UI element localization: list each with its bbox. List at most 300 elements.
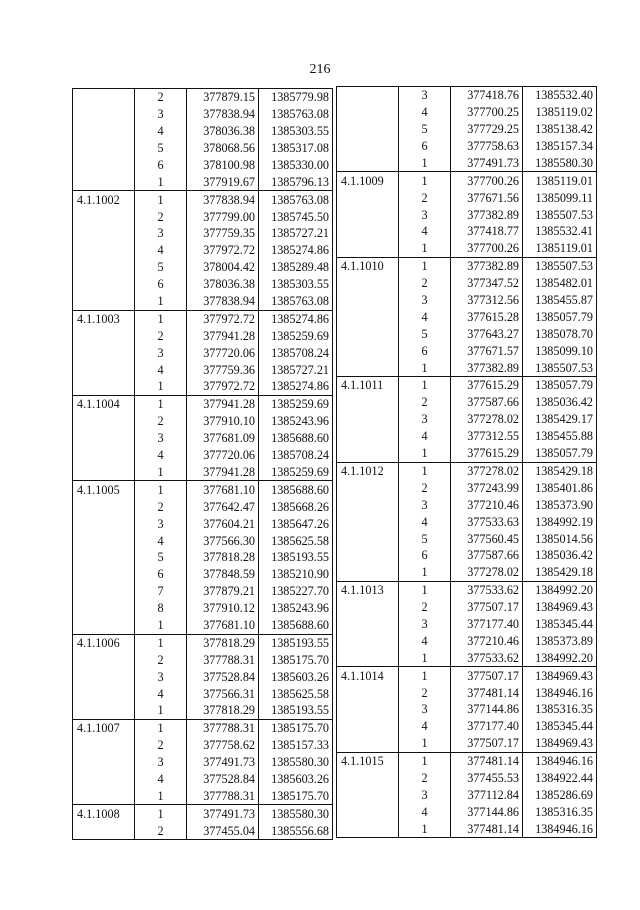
y-coordinate-cell: 1385345.44: [523, 616, 597, 633]
parcel-id-cell: 4.1.1003: [73, 310, 135, 327]
point-number-cell: 2: [135, 498, 187, 515]
point-number-cell: 4: [135, 123, 187, 140]
x-coordinate-cell: 377278.02: [451, 411, 523, 428]
table-row: [73, 771, 333, 788]
x-coordinate-cell: 377972.72: [187, 242, 259, 259]
table-row: [337, 257, 597, 274]
x-coordinate-cell: 377533.63: [451, 513, 523, 530]
point-number-cell: 1: [399, 820, 451, 837]
x-coordinate-cell: 377838.94: [187, 106, 259, 123]
table-row: [337, 667, 597, 684]
point-number-cell: 3: [399, 701, 451, 718]
table-row: [337, 87, 597, 104]
x-coordinate-cell: 377312.55: [451, 428, 523, 445]
point-number-cell: 2: [135, 737, 187, 754]
y-coordinate-cell: 1385668.26: [259, 498, 333, 515]
x-coordinate-cell: 377418.76: [451, 87, 523, 104]
parcel-id-cell: [73, 208, 135, 225]
y-coordinate-cell: 1385745.50: [259, 208, 333, 225]
point-number-cell: 1: [399, 257, 451, 274]
x-coordinate-cell: 377382.89: [451, 359, 523, 376]
parcel-id-cell: [73, 242, 135, 259]
table-row: [73, 344, 333, 361]
table-row: [337, 155, 597, 172]
point-number-cell: 4: [135, 361, 187, 378]
y-coordinate-cell: 1385193.55: [259, 549, 333, 566]
table-row: [337, 359, 597, 376]
table-row: [73, 600, 333, 617]
x-coordinate-cell: 377481.14: [451, 820, 523, 837]
table-row: [73, 719, 333, 736]
table-row: [337, 735, 597, 752]
point-number-cell: 4: [135, 242, 187, 259]
point-number-cell: 5: [399, 121, 451, 138]
x-coordinate-cell: 377278.02: [451, 564, 523, 581]
table-row: [73, 413, 333, 430]
point-number-cell: 1: [399, 377, 451, 394]
parcel-id-cell: [337, 189, 399, 206]
parcel-id-cell: [73, 225, 135, 242]
parcel-id-cell: [73, 259, 135, 276]
table-row: [73, 225, 333, 242]
y-coordinate-cell: 1385429.17: [523, 411, 597, 428]
y-coordinate-cell: 1385401.86: [523, 479, 597, 496]
point-number-cell: 2: [399, 479, 451, 496]
parcel-id-cell: [73, 532, 135, 549]
point-number-cell: 6: [135, 276, 187, 293]
table-row: [73, 327, 333, 344]
point-number-cell: 2: [135, 413, 187, 430]
y-coordinate-cell: 1385078.70: [523, 325, 597, 342]
parcel-id-cell: [337, 770, 399, 787]
y-coordinate-cell: 1385603.26: [259, 668, 333, 685]
y-coordinate-cell: 1385259.69: [259, 396, 333, 413]
y-coordinate-cell: 1385708.24: [259, 344, 333, 361]
x-coordinate-cell: 377788.31: [187, 651, 259, 668]
x-coordinate-cell: 377177.40: [451, 616, 523, 633]
y-coordinate-cell: 1385455.88: [523, 428, 597, 445]
x-coordinate-cell: 378036.38: [187, 123, 259, 140]
x-coordinate-cell: 377671.56: [451, 189, 523, 206]
x-coordinate-cell: 378004.42: [187, 259, 259, 276]
x-coordinate-cell: 377818.29: [187, 634, 259, 651]
y-coordinate-cell: 1385345.44: [523, 718, 597, 735]
x-coordinate-cell: 377700.25: [451, 104, 523, 121]
page-number: 216: [309, 62, 331, 77]
x-coordinate-cell: 377799.00: [187, 208, 259, 225]
y-coordinate-cell: 1385373.90: [523, 496, 597, 513]
table-row: [73, 276, 333, 293]
parcel-id-cell: [337, 428, 399, 445]
table-row: [73, 208, 333, 225]
y-coordinate-cell: 1385286.69: [523, 787, 597, 804]
point-number-cell: 7: [135, 583, 187, 600]
y-coordinate-cell: 1385157.33: [259, 737, 333, 754]
x-coordinate-cell: 377507.17: [451, 599, 523, 616]
y-coordinate-cell: 1385175.70: [259, 788, 333, 805]
parcel-id-cell: [73, 651, 135, 668]
table-row: [73, 685, 333, 702]
y-coordinate-cell: 1384946.16: [523, 684, 597, 701]
y-coordinate-cell: 1385317.08: [259, 140, 333, 157]
table-row: [73, 617, 333, 634]
table-row: [337, 292, 597, 309]
parcel-id-cell: [337, 564, 399, 581]
x-coordinate-cell: 377788.31: [187, 719, 259, 736]
y-coordinate-cell: 1385175.70: [259, 719, 333, 736]
parcel-id-cell: [73, 788, 135, 805]
coordinate-table-left: [72, 88, 333, 840]
table-row: [337, 820, 597, 837]
y-coordinate-cell: 1385227.70: [259, 583, 333, 600]
y-coordinate-cell: 1384969.43: [523, 599, 597, 616]
point-number-cell: 1: [135, 805, 187, 822]
parcel-id-cell: [337, 240, 399, 257]
table-row: [73, 532, 333, 549]
point-number-cell: 1: [399, 649, 451, 666]
parcel-id-cell: [73, 140, 135, 157]
point-number-cell: 4: [399, 104, 451, 121]
point-number-cell: 3: [399, 616, 451, 633]
parcel-id-cell: [337, 513, 399, 530]
x-coordinate-cell: 377720.06: [187, 447, 259, 464]
point-number-cell: 4: [399, 428, 451, 445]
point-number-cell: 1: [135, 378, 187, 395]
x-coordinate-cell: 377643.27: [451, 325, 523, 342]
x-coordinate-cell: 378036.38: [187, 276, 259, 293]
x-coordinate-cell: 377507.17: [451, 735, 523, 752]
parcel-id-cell: [73, 344, 135, 361]
point-number-cell: 1: [135, 788, 187, 805]
point-number-cell: 3: [399, 411, 451, 428]
table-row: [337, 684, 597, 701]
x-coordinate-cell: 377566.31: [187, 685, 259, 702]
x-coordinate-cell: 377759.36: [187, 361, 259, 378]
table-row: [73, 737, 333, 754]
parcel-id-cell: [337, 275, 399, 292]
x-coordinate-cell: 377879.15: [187, 89, 259, 106]
point-number-cell: 1: [135, 702, 187, 719]
table-row: [337, 633, 597, 650]
y-coordinate-cell: 1385193.55: [259, 634, 333, 651]
y-coordinate-cell: 1385625.58: [259, 532, 333, 549]
x-coordinate-cell: 377720.06: [187, 344, 259, 361]
table-row: [73, 583, 333, 600]
point-number-cell: 2: [399, 599, 451, 616]
parcel-id-cell: [73, 754, 135, 771]
y-coordinate-cell: 1385727.21: [259, 225, 333, 242]
x-coordinate-cell: 377210.46: [451, 496, 523, 513]
x-coordinate-cell: 377758.62: [187, 737, 259, 754]
table-row: [73, 566, 333, 583]
parcel-id-cell: [73, 702, 135, 719]
x-coordinate-cell: 377941.28: [187, 396, 259, 413]
y-coordinate-cell: 1385429.18: [523, 462, 597, 479]
table-row: [337, 530, 597, 547]
point-number-cell: 4: [399, 803, 451, 820]
coordinate-table-right: [336, 86, 597, 838]
parcel-id-cell: [73, 447, 135, 464]
parcel-id-cell: [73, 157, 135, 174]
table-row: [73, 191, 333, 208]
parcel-id-cell: [73, 173, 135, 190]
y-coordinate-cell: 1385014.56: [523, 530, 597, 547]
table-row: [337, 428, 597, 445]
point-number-cell: 1: [399, 752, 451, 769]
point-number-cell: 2: [399, 394, 451, 411]
point-number-cell: 3: [399, 787, 451, 804]
y-coordinate-cell: 1385303.55: [259, 276, 333, 293]
point-number-cell: 4: [135, 771, 187, 788]
parcel-id-cell: [337, 787, 399, 804]
y-coordinate-cell: 1384946.16: [523, 752, 597, 769]
table-row: [337, 616, 597, 633]
x-coordinate-cell: 377681.10: [187, 481, 259, 498]
x-coordinate-cell: 377788.31: [187, 788, 259, 805]
y-coordinate-cell: 1384969.43: [523, 735, 597, 752]
parcel-id-cell: [73, 737, 135, 754]
point-number-cell: 1: [399, 155, 451, 172]
parcel-id-cell: [337, 309, 399, 326]
parcel-id-cell: [337, 394, 399, 411]
x-coordinate-cell: 377243.99: [451, 479, 523, 496]
parcel-id-cell: 4.1.1013: [337, 581, 399, 598]
y-coordinate-cell: 1385274.86: [259, 310, 333, 327]
point-number-cell: 3: [399, 496, 451, 513]
point-number-cell: 1: [399, 445, 451, 462]
table-row: [73, 464, 333, 481]
x-coordinate-cell: 377491.73: [187, 754, 259, 771]
parcel-id-cell: [73, 413, 135, 430]
x-coordinate-cell: 377382.89: [451, 257, 523, 274]
table-row: [337, 411, 597, 428]
y-coordinate-cell: 1385289.48: [259, 259, 333, 276]
table-row: [337, 325, 597, 342]
y-coordinate-cell: 1384969.43: [523, 667, 597, 684]
x-coordinate-cell: 377910.10: [187, 413, 259, 430]
table-row: [337, 787, 597, 804]
x-coordinate-cell: 377818.28: [187, 549, 259, 566]
table-row: [337, 206, 597, 223]
table-row: [337, 581, 597, 598]
parcel-id-cell: 4.1.1009: [337, 172, 399, 189]
parcel-id-cell: [337, 325, 399, 342]
parcel-id-cell: [337, 155, 399, 172]
y-coordinate-cell: 1385429.18: [523, 564, 597, 581]
table-row: [337, 342, 597, 359]
point-number-cell: 4: [399, 718, 451, 735]
parcel-id-cell: [337, 411, 399, 428]
point-number-cell: 4: [399, 309, 451, 326]
parcel-id-cell: [337, 206, 399, 223]
table-row: [73, 378, 333, 395]
x-coordinate-cell: 377312.56: [451, 292, 523, 309]
table-row: [337, 547, 597, 564]
table-row: [73, 293, 333, 310]
x-coordinate-cell: 377972.72: [187, 310, 259, 327]
point-number-cell: 6: [399, 138, 451, 155]
table-row: [337, 496, 597, 513]
y-coordinate-cell: 1385532.40: [523, 87, 597, 104]
point-number-cell: 1: [135, 293, 187, 310]
y-coordinate-cell: 1385763.08: [259, 293, 333, 310]
y-coordinate-cell: 1385580.30: [259, 754, 333, 771]
point-number-cell: 3: [135, 430, 187, 447]
point-number-cell: 1: [399, 462, 451, 479]
table-row: [337, 275, 597, 292]
point-number-cell: 1: [135, 310, 187, 327]
x-coordinate-cell: 377818.29: [187, 702, 259, 719]
x-coordinate-cell: 377615.29: [451, 445, 523, 462]
parcel-id-cell: [337, 530, 399, 547]
point-number-cell: 1: [399, 735, 451, 752]
x-coordinate-cell: 377941.28: [187, 464, 259, 481]
y-coordinate-cell: 1385507.53: [523, 206, 597, 223]
table-row: [73, 310, 333, 327]
x-coordinate-cell: 377700.26: [451, 240, 523, 257]
parcel-id-cell: 4.1.1005: [73, 481, 135, 498]
parcel-id-cell: [73, 549, 135, 566]
point-number-cell: 6: [399, 547, 451, 564]
x-coordinate-cell: 377347.52: [451, 275, 523, 292]
parcel-id-cell: [73, 515, 135, 532]
table-row: [337, 718, 597, 735]
point-number-cell: 2: [135, 327, 187, 344]
table-row: [73, 822, 333, 839]
parcel-id-cell: [337, 820, 399, 837]
table-row: [337, 309, 597, 326]
x-coordinate-cell: 377587.66: [451, 547, 523, 564]
table-row: [73, 173, 333, 190]
table-row: [337, 462, 597, 479]
y-coordinate-cell: 1385259.69: [259, 464, 333, 481]
point-number-cell: 2: [399, 275, 451, 292]
x-coordinate-cell: 377879.21: [187, 583, 259, 600]
point-number-cell: 3: [135, 515, 187, 532]
table-row: [73, 123, 333, 140]
parcel-id-cell: [337, 803, 399, 820]
x-coordinate-cell: 378068.56: [187, 140, 259, 157]
point-number-cell: 1: [135, 481, 187, 498]
point-number-cell: 5: [399, 530, 451, 547]
x-coordinate-cell: 377681.10: [187, 617, 259, 634]
table-row: [73, 634, 333, 651]
x-coordinate-cell: 377615.29: [451, 377, 523, 394]
y-coordinate-cell: 1385099.11: [523, 189, 597, 206]
parcel-id-cell: [73, 378, 135, 395]
point-number-cell: 1: [135, 173, 187, 190]
x-coordinate-cell: 377177.40: [451, 718, 523, 735]
parcel-id-cell: [337, 445, 399, 462]
y-coordinate-cell: 1385274.86: [259, 378, 333, 395]
table-row: [337, 752, 597, 769]
point-number-cell: 3: [135, 754, 187, 771]
point-number-cell: 3: [135, 106, 187, 123]
parcel-id-cell: [73, 822, 135, 839]
parcel-id-cell: [337, 718, 399, 735]
parcel-id-cell: [337, 342, 399, 359]
y-coordinate-cell: 1385274.86: [259, 242, 333, 259]
x-coordinate-cell: 377278.02: [451, 462, 523, 479]
point-number-cell: 2: [399, 684, 451, 701]
point-number-cell: 1: [399, 581, 451, 598]
point-number-cell: 1: [399, 667, 451, 684]
point-number-cell: 2: [135, 208, 187, 225]
table-row: [73, 447, 333, 464]
table-row: [337, 189, 597, 206]
parcel-id-cell: [73, 583, 135, 600]
point-number-cell: 1: [399, 359, 451, 376]
parcel-id-cell: [337, 547, 399, 564]
parcel-id-cell: [73, 430, 135, 447]
y-coordinate-cell: 1385210.90: [259, 566, 333, 583]
point-number-cell: 3: [399, 87, 451, 104]
y-coordinate-cell: 1385580.30: [523, 155, 597, 172]
parcel-id-cell: 4.1.1002: [73, 191, 135, 208]
x-coordinate-cell: 377848.59: [187, 566, 259, 583]
x-coordinate-cell: 377491.73: [451, 155, 523, 172]
y-coordinate-cell: 1385708.24: [259, 447, 333, 464]
x-coordinate-cell: 377112.84: [451, 787, 523, 804]
x-coordinate-cell: 377528.84: [187, 771, 259, 788]
x-coordinate-cell: 377759.35: [187, 225, 259, 242]
parcel-id-cell: [73, 276, 135, 293]
parcel-id-cell: 4.1.1014: [337, 667, 399, 684]
x-coordinate-cell: 377533.62: [451, 649, 523, 666]
x-coordinate-cell: 377455.53: [451, 770, 523, 787]
x-coordinate-cell: 377507.17: [451, 667, 523, 684]
table-row: [337, 223, 597, 240]
table-row: [337, 649, 597, 666]
point-number-cell: 2: [135, 822, 187, 839]
point-number-cell: 8: [135, 600, 187, 617]
point-number-cell: 2: [135, 651, 187, 668]
parcel-id-cell: 4.1.1004: [73, 396, 135, 413]
parcel-id-cell: 4.1.1012: [337, 462, 399, 479]
x-coordinate-cell: 377418.77: [451, 223, 523, 240]
parcel-id-cell: [73, 668, 135, 685]
parcel-id-cell: [337, 138, 399, 155]
x-coordinate-cell: 377700.26: [451, 172, 523, 189]
x-coordinate-cell: 377838.94: [187, 293, 259, 310]
table-row: [337, 599, 597, 616]
x-coordinate-cell: 377481.14: [451, 684, 523, 701]
point-number-cell: 4: [135, 447, 187, 464]
parcel-id-cell: 4.1.1008: [73, 805, 135, 822]
point-number-cell: 4: [399, 223, 451, 240]
point-number-cell: 4: [399, 633, 451, 650]
parcel-id-cell: 4.1.1006: [73, 634, 135, 651]
point-number-cell: 6: [135, 566, 187, 583]
table-row: [73, 106, 333, 123]
y-coordinate-cell: 1385193.55: [259, 702, 333, 719]
x-coordinate-cell: 377642.47: [187, 498, 259, 515]
table-row: [337, 394, 597, 411]
y-coordinate-cell: 1385647.26: [259, 515, 333, 532]
table-row: [73, 702, 333, 719]
table-row: [337, 172, 597, 189]
point-number-cell: 2: [399, 770, 451, 787]
y-coordinate-cell: 1385316.35: [523, 803, 597, 820]
parcel-id-cell: [73, 361, 135, 378]
parcel-id-cell: [73, 106, 135, 123]
table-row: [337, 377, 597, 394]
table-row: [73, 805, 333, 822]
y-coordinate-cell: 1385507.53: [523, 359, 597, 376]
y-coordinate-cell: 1385763.08: [259, 191, 333, 208]
point-number-cell: 6: [399, 342, 451, 359]
table-row: [73, 481, 333, 498]
